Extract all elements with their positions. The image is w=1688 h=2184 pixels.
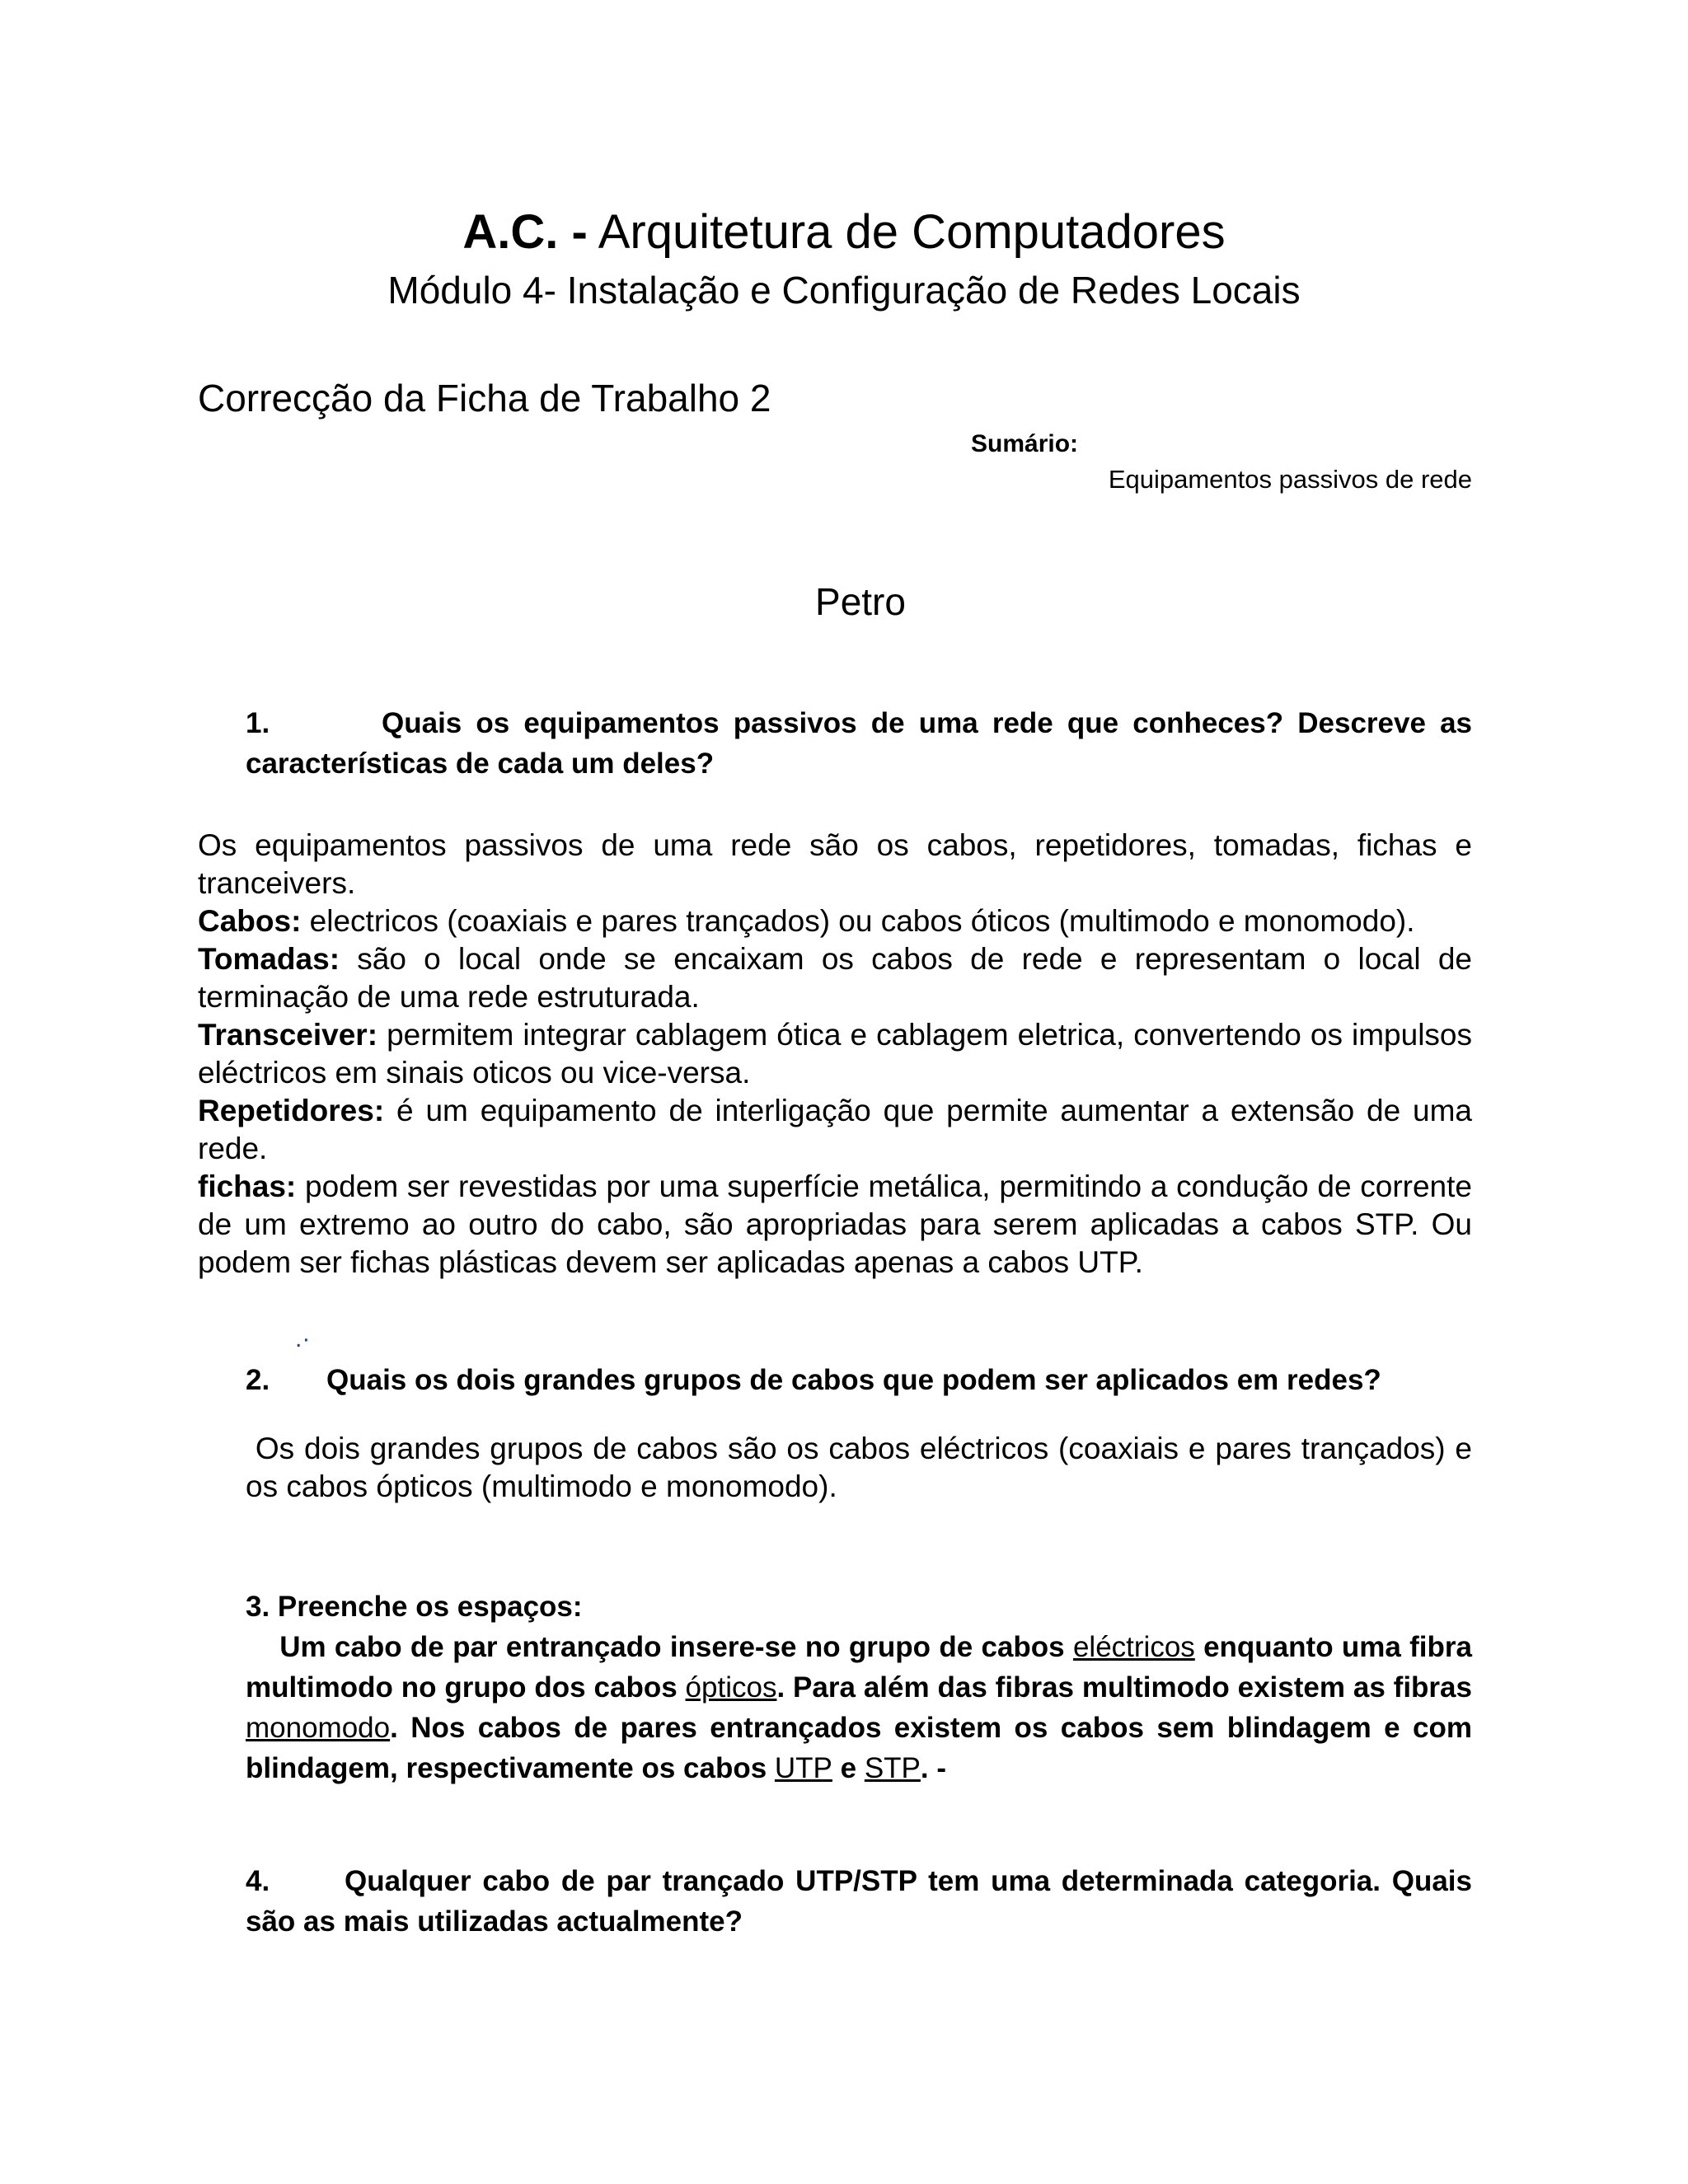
- fill-answer: monomodo: [246, 1712, 391, 1744]
- answer-1-item: [198, 1168, 1472, 1282]
- title-text: Arquitetura de Computadores: [587, 205, 1226, 259]
- question-4: [246, 1861, 1472, 1942]
- author-name: Petro: [815, 580, 906, 623]
- summary-text: Equipamentos passivos de rede: [1108, 465, 1472, 494]
- fill-answer: UTP: [774, 1752, 832, 1784]
- fill-answer: ópticos: [685, 1671, 777, 1704]
- item-term: Transceiver:: [198, 1018, 378, 1052]
- question-2: [246, 1360, 1472, 1400]
- answer-1-item: [198, 1092, 1472, 1168]
- item-term: Repetidores:: [198, 1094, 385, 1127]
- item-desc: permitem integrar cablagem ótica e cablagem eletrica, convertendo os impulsos eléctricos em sinais oticos ou vice-versa.: [198, 1018, 1472, 1090]
- answer-1-item: [198, 940, 1472, 1016]
- answer-1-intro: Os equipamentos passivos de uma rede são os cabos, repetidores, tomadas, fichas e tranceivers.: [198, 828, 1472, 900]
- question-2-text: Quais os dois grandes grupos de cabos que podem ser aplicados em redes?: [326, 1364, 1381, 1396]
- question-1-text: Quais os equipamentos passivos de uma rede que conheces? Descreve as características de cada um deles?: [246, 707, 1472, 780]
- question-3-title: 3. Preenche os espaços:: [246, 1591, 583, 1623]
- answer-1: [198, 827, 1472, 1282]
- title-abbreviation: A.C. -: [462, 205, 588, 259]
- answer-2-text: Os dois grandes grupos de cabos são os cabos eléctricos (coaxiais e pares trançados) e os cabos ópticos (multimodo e monomodo).: [246, 1432, 1472, 1503]
- fill-text: . Nos cabos de pares entrançados existem os cabos sem blindagem e com blindagem, respectivamente os cabos: [246, 1712, 1472, 1784]
- question-4-number: 4.: [246, 1865, 270, 1897]
- item-desc: são o local onde se encaixam os cabos de rede e representam o local de terminação de uma rede estruturada.: [198, 942, 1472, 1014]
- item-desc: electricos (coaxiais e pares trançados) ou cabos óticos (multimodo e monomodo).: [301, 904, 1415, 938]
- worksheet-heading: Correcção da Ficha de Trabalho 2: [198, 377, 771, 419]
- fill-text: Um cabo de par entrançado insere-se no grupo de cabos: [279, 1631, 1073, 1663]
- fill-text: enquanto uma fibra multimodo no grupo dos cabos: [246, 1631, 1472, 1704]
- answer-2: [246, 1430, 1472, 1506]
- fill-text: . Para além das fibras multimodo existem as fibras: [776, 1671, 1472, 1704]
- module-subtitle: Módulo 4- Instalação e Configuração de Redes Locais: [387, 269, 1301, 312]
- question-2-number: 2.: [246, 1364, 270, 1396]
- fill-text: e: [832, 1752, 865, 1784]
- summary-label: Sumário:: [971, 430, 1079, 457]
- item-desc: podem ser revestidas por uma superfície metálica, permitindo a condução de corrente de um extremo ao outro do cabo, são apropriadas para serem aplicadas a cabos STP. Ou podem ser fichas plásticas devem ser aplicadas apenas a cabos UTP.: [198, 1169, 1472, 1279]
- fill-answer: STP: [864, 1752, 921, 1784]
- fill-answer: eléctricos: [1072, 1631, 1195, 1663]
- item-term: Cabos:: [198, 904, 302, 938]
- question-1: [246, 703, 1472, 784]
- question-1-number: 1.: [246, 707, 270, 739]
- item-desc: é um equipamento de interligação que permite aumentar a extensão de uma rede.: [198, 1094, 1472, 1165]
- question-4-text: Qualquer cabo de par trançado UTP/STP tem uma determinada categoria. Quais são as mais utilizadas actualmente?: [246, 1865, 1472, 1938]
- item-term: Tomadas:: [198, 942, 340, 976]
- answer-1-item: [198, 902, 1472, 940]
- page-title: [0, 202, 1688, 263]
- answer-1-item: [198, 1016, 1472, 1092]
- stray-mark: .·: [295, 1325, 311, 1352]
- fill-text: . -: [920, 1752, 947, 1784]
- question-3-body: [246, 1627, 1472, 1788]
- item-term: fichas:: [198, 1169, 297, 1203]
